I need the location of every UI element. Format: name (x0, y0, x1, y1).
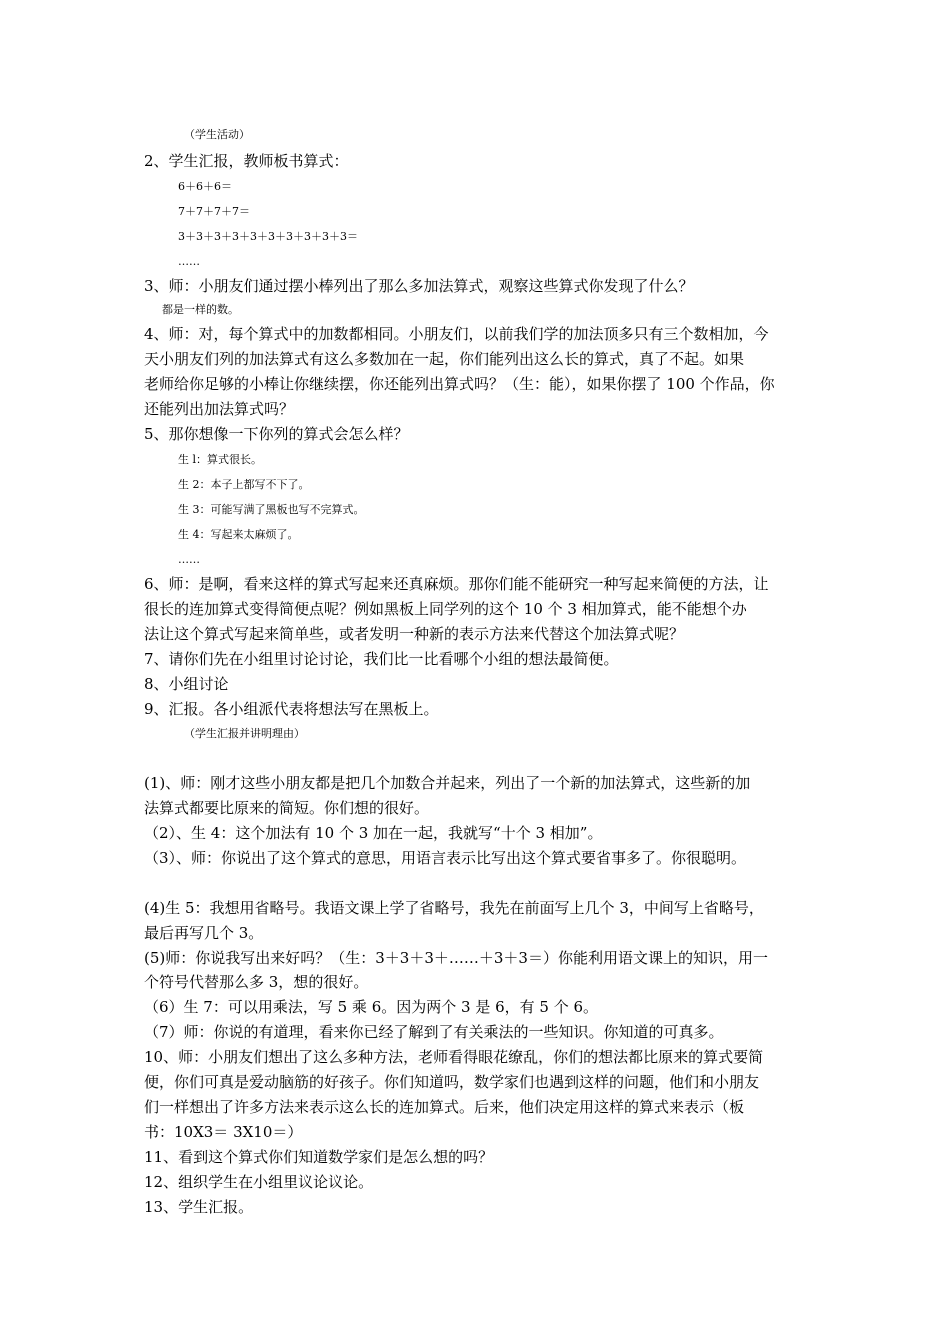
text-line: 法让这个算式写起来简单些，或者发明一种新的表示方法来代替这个加法算式呢？ (144, 625, 685, 643)
text-line: 个符号代替那么多 3，想的很好。 (144, 973, 369, 991)
text-line: 生 3：可能写满了黑板也写不完算式。 (178, 503, 365, 516)
text-line: 天小朋友们列的加法算式有这么多数加在一起，你们能列出这么长的算式，真了不起。如果 (144, 350, 745, 368)
text-line: 都是一样的数。 (162, 303, 239, 316)
text-line: (1)、师：刚才这些小朋友都是把几个加数合并起来，列出了一个新的加法算式，这些新的加 (144, 774, 751, 792)
text-line: 们一样想出了许多方法来表示这么长的连加算式。后来，他们决定用这样的算式来表示（板 (144, 1098, 745, 1116)
text-line: …… (178, 255, 200, 268)
text-line: 11、看到这个算式你们知道数学家们是怎么想的吗？ (144, 1148, 494, 1166)
text-line: （6）生 7：可以用乘法，写 5 乘 6。因为两个 3 是 6，有 5 个 6。 (144, 998, 599, 1016)
text-line: 12、组织学生在小组里议论议论。 (144, 1173, 374, 1191)
text-line: 7＋7＋7＋7＝ (178, 205, 250, 218)
text-line: (5)师：你说我写出来好吗？（生：3＋3＋3＋……＋3＋3＝）你能利用语文课上的知识，用一 (144, 949, 768, 967)
text-line: 生 2：本子上都写不下了。 (178, 478, 310, 491)
text-line: 7、请你们先在小组里讨论讨论，我们比一比看哪个小组的想法最简便。 (144, 650, 619, 668)
text-line: 很长的连加算式变得简便点呢？例如黑板上同学列的这个 10 个 3 相加算式，能不能想个办 (144, 600, 747, 618)
text-line: 10、师：小朋友们想出了这么多种方法，老师看得眼花缭乱，你们的想法都比原来的算式要简 (144, 1048, 764, 1066)
text-line: 还能列出加法算式吗？ (144, 400, 295, 418)
text-line: 8、小组讨论 (144, 675, 229, 693)
text-line: 6、师：是啊，看来这样的算式写起来还真麻烦。那你们能不能研究一种写起来简便的方法，让 (144, 575, 769, 593)
text-line: 书：10X3＝ 3X10＝） (144, 1123, 303, 1141)
text-line: 生 4：写起来太麻烦了。 (178, 528, 299, 541)
text-line: 便，你们可真是爱动脑筋的好孩子。你们知道吗，数学家们也遇到这样的问题，他们和小朋友 (144, 1073, 760, 1091)
text-line: …… (178, 553, 200, 566)
text-line: 法算式都要比原来的简短。你们想的很好。 (144, 799, 430, 817)
text-line: 老师给你足够的小棒让你继续摆，你还能列出算式吗？（生：能），如果你摆了 100 个作品，你 (144, 375, 775, 393)
text-line: (4)生 5：我想用省略号。我语文课上学了省略号，我先在前面写上几个 3，中间写上省略号， (144, 899, 764, 917)
text-line: 9、汇报。各小组派代表将想法写在黑板上。 (144, 700, 439, 718)
text-line: 生 l：算式很长。 (178, 453, 263, 466)
text-line: （3）、师：你说出了这个算式的意思，用语言表示比写出这个算式要省事多了。你很聪明。 (144, 849, 747, 867)
text-line: （学生活动） (184, 128, 250, 141)
text-line: 最后再写几个 3。 (144, 924, 264, 942)
text-line: （2）、生 4：这个加法有 10 个 3 加在一起，我就写“十个 3 相加”。 (144, 824, 603, 842)
text-line: 4、师：对，每个算式中的加数都相同。小朋友们，以前我们学的加法顶多只有三个数相加，今 (144, 325, 769, 343)
text-line: 6＋6＋6＝ (178, 180, 232, 193)
text-line: （学生汇报并讲明理由） (184, 727, 305, 740)
text-line: 5、那你想像一下你列的算式会怎么样？ (144, 425, 409, 443)
text-line: 3、师：小朋友们通过摆小棒列出了那么多加法算式，观察这些算式你发现了什么？ (144, 277, 694, 295)
text-line: 13、学生汇报。 (144, 1198, 254, 1216)
text-line: （7）师：你说的有道理，看来你已经了解到了有关乘法的一些知识。你知道的可真多。 (144, 1023, 724, 1041)
text-line: 2、学生汇报，教师板书算式： (144, 152, 349, 170)
text-line: 3＋3＋3＋3＋3＋3＋3＋3＋3＋3＝ (178, 230, 358, 243)
